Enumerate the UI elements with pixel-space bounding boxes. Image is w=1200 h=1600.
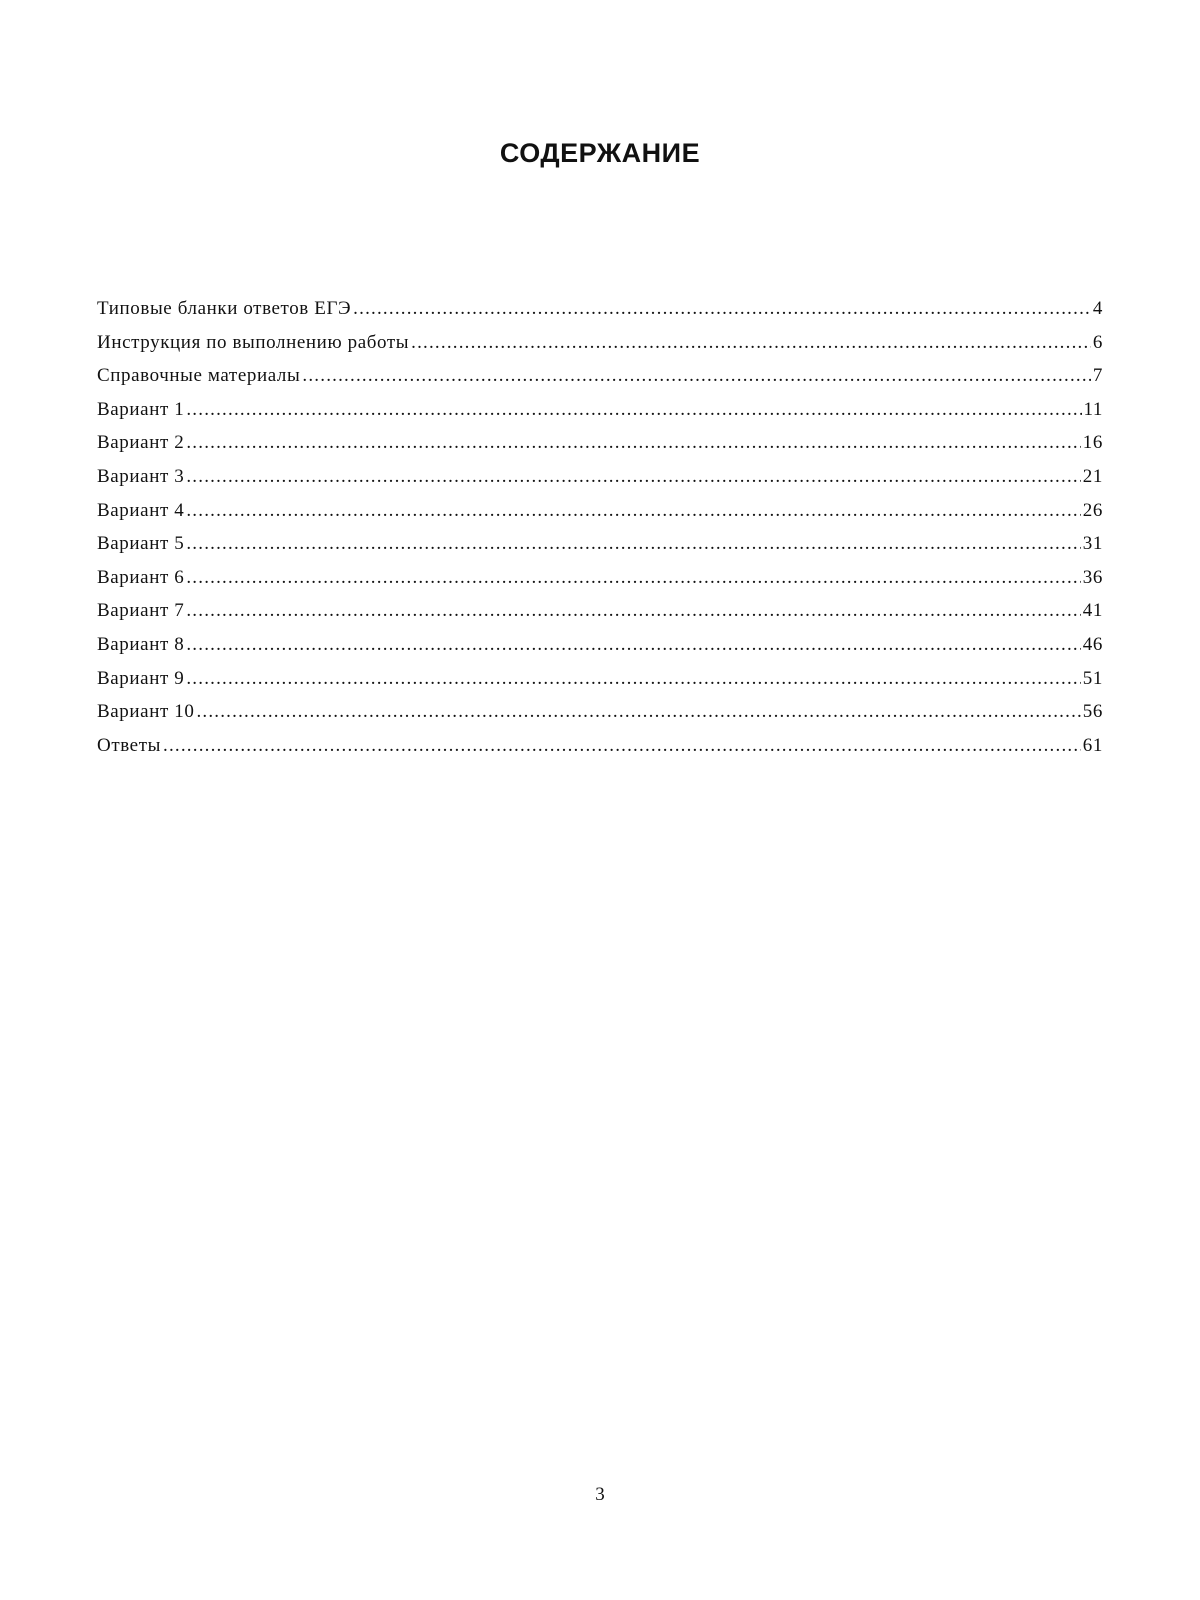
toc-entry-page: 51 [1082,667,1103,689]
toc-entry-page: 61 [1082,734,1103,756]
dot-leader [411,326,1091,360]
dot-leader [186,426,1080,460]
toc-entry-label: Типовые бланки ответов ЕГЭ [97,298,352,319]
toc-entry-label: Вариант 7 [97,600,185,622]
dot-leader [186,662,1080,696]
toc-entry [97,393,1103,427]
toc-entry [97,628,1103,662]
dot-leader [353,292,1091,326]
toc-entry-page: 56 [1082,701,1103,723]
toc-entry [97,460,1103,494]
toc-entry [97,695,1103,729]
dot-leader [196,695,1080,729]
toc-entry-label: Вариант 3 [97,465,185,487]
toc-entry-page: 31 [1082,533,1103,555]
dot-leader [163,729,1081,763]
dot-leader [186,494,1080,528]
dot-leader [186,561,1080,595]
toc-entry [97,662,1103,696]
toc-entry-page: 46 [1082,633,1103,655]
toc-entry-page: 21 [1082,465,1103,487]
toc-entry-page: 6 [1092,331,1103,353]
toc-entry-page: 7 [1092,365,1103,387]
toc-entry-page: 36 [1082,566,1103,588]
dot-leader [186,460,1080,494]
toc-entry-label: Вариант 10 [97,701,195,723]
toc-entry-page: 11 [1083,398,1103,420]
toc-entry [97,527,1103,561]
toc-entry [97,561,1103,595]
table-of-contents [97,292,1103,762]
toc-entry [97,729,1103,763]
dot-leader [186,527,1080,561]
toc-entry-label: Вариант 5 [97,533,185,555]
toc-entry-page: 26 [1082,499,1103,521]
toc-entry [97,594,1103,628]
dot-leader [302,359,1091,393]
toc-entry-label: Инструкция по выполнению работы [97,331,410,353]
toc-entry-label: Вариант 4 [97,499,185,521]
toc-entry-label: Вариант 8 [97,633,185,655]
dot-leader [186,628,1080,662]
toc-entry-label: Справочные материалы [97,365,301,387]
toc-entry [97,326,1103,360]
toc-entry-page: 4 [1092,298,1103,319]
toc-entry-page: 16 [1082,432,1103,454]
toc-entry [97,426,1103,460]
toc-entry [97,292,1103,326]
page-title: СОДЕРЖАНИЕ [499,138,701,168]
dot-leader [186,393,1081,427]
page-number: 3 [595,1484,605,1505]
toc-entry-page: 41 [1082,600,1103,622]
toc-entry-label: Вариант 1 [97,398,185,420]
toc-entry [97,494,1103,528]
toc-entry [97,359,1103,393]
toc-entry-label: Вариант 6 [97,566,185,588]
toc-entry-label: Вариант 9 [97,667,185,689]
dot-leader [186,594,1080,628]
toc-entry-label: Вариант 2 [97,432,185,454]
toc-entry-label: Ответы [97,734,161,756]
